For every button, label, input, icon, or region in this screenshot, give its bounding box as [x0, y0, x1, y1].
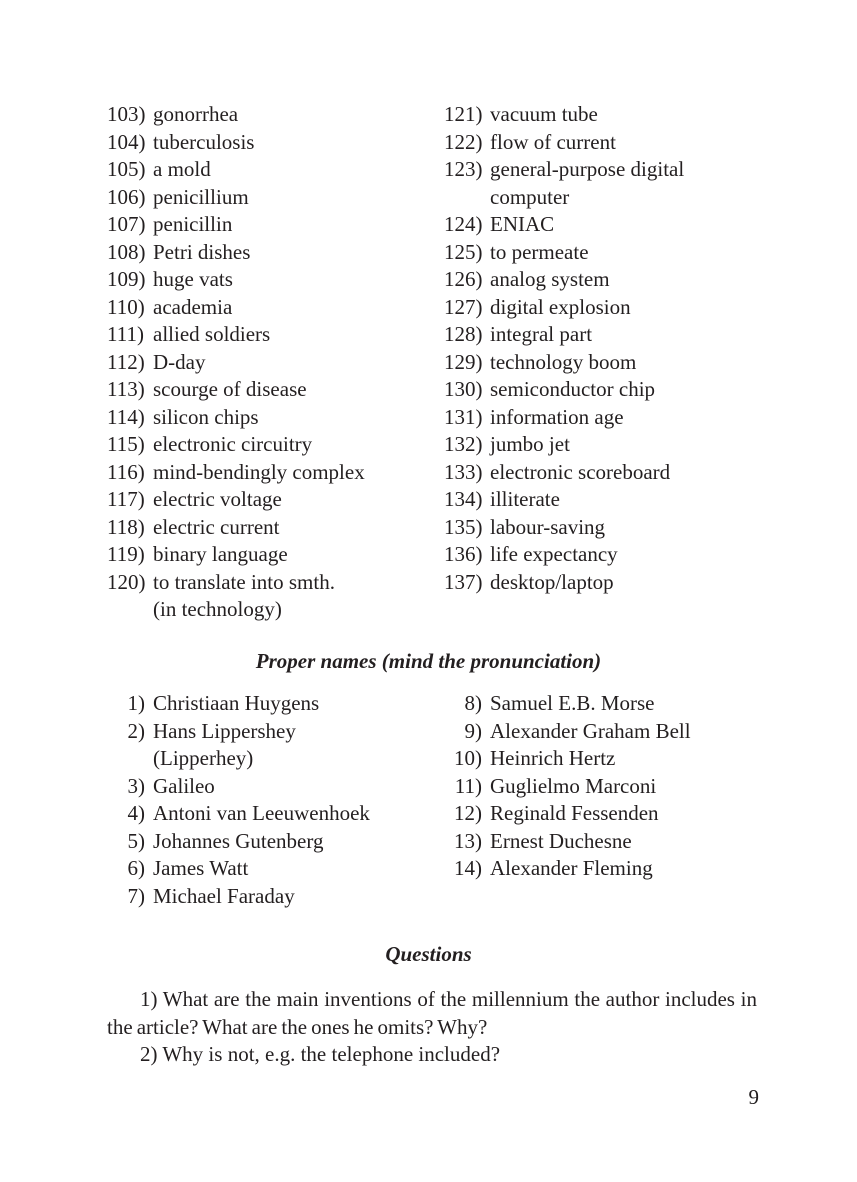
- vocab-term: electronic scoreboard: [490, 459, 671, 484]
- proper-name-number: 14): [454, 856, 482, 880]
- vocab-number: 123): [444, 157, 483, 181]
- vocab-term: allied soldiers: [153, 322, 271, 346]
- vocab-term: technology boom: [490, 349, 637, 374]
- proper-name-number: 9): [464, 718, 482, 743]
- proper-names-heading: Proper names (mind the pronunciation): [255, 649, 602, 673]
- proper-names-list-right: [444, 690, 764, 883]
- vocab-number: 122): [444, 129, 483, 154]
- vocab-item: [444, 486, 764, 514]
- vocab-term: tuberculosis: [153, 129, 255, 154]
- vocab-item: [107, 349, 437, 377]
- proper-name-item: [444, 745, 764, 773]
- vocab-number: 128): [444, 322, 483, 346]
- vocab-number: 130): [444, 377, 483, 401]
- vocab-term: penicillin: [153, 212, 233, 236]
- vocab-term: electronic circuitry: [153, 432, 313, 456]
- vocab-number: 131): [444, 404, 483, 429]
- vocab-number: 120): [107, 569, 146, 594]
- vocab-term: ENIAC: [490, 212, 555, 236]
- vocab-number: 133): [444, 459, 483, 484]
- proper-name-item: [107, 773, 427, 801]
- vocab-term: scourge of disease: [153, 377, 307, 401]
- vocab-item: [107, 376, 437, 404]
- proper-name: Samuel E.B. Morse: [490, 691, 655, 715]
- questions-list: [107, 986, 757, 1069]
- vocab-number: 108): [107, 239, 146, 264]
- vocab-term: jumbo jet: [490, 432, 570, 456]
- proper-name-item: [107, 883, 427, 911]
- vocab-number: 129): [444, 349, 483, 374]
- proper-name-item: [444, 855, 764, 883]
- proper-name-number: 1): [127, 691, 145, 715]
- vocab-item: [107, 294, 437, 322]
- proper-name-item: [444, 800, 764, 828]
- proper-name: Hans Lippershey (Lipperhey): [153, 718, 296, 770]
- proper-name-item: [444, 828, 764, 856]
- vocab-term: flow of current: [490, 129, 616, 154]
- vocab-number: 119): [107, 542, 145, 566]
- vocab-number: 132): [444, 432, 483, 456]
- vocab-number: 104): [107, 129, 146, 154]
- vocab-term: general-purpose digital computer: [490, 157, 685, 209]
- proper-name-item: [107, 828, 427, 856]
- vocab-term: to permeate: [490, 239, 589, 264]
- vocab-number: 112): [107, 349, 145, 374]
- vocab-number: 136): [444, 542, 483, 566]
- proper-name: Michael Faraday: [153, 883, 295, 908]
- vocab-term: analog system: [490, 267, 610, 291]
- proper-name: Johannes Gutenberg: [153, 828, 324, 853]
- vocab-number: 127): [444, 294, 483, 319]
- vocab-term: semiconductor chip: [490, 377, 656, 401]
- vocab-number: 116): [107, 459, 145, 484]
- proper-name-number: 13): [454, 828, 482, 853]
- vocab-number: 114): [107, 404, 145, 429]
- vocab-term: silicon chips: [153, 404, 259, 429]
- vocab-item: [107, 459, 437, 487]
- vocab-item: [107, 486, 437, 514]
- proper-name-item: [444, 690, 764, 718]
- vocab-item: [444, 541, 764, 569]
- vocab-item: [444, 266, 764, 294]
- vocab-term: huge vats: [153, 267, 233, 291]
- vocab-item: [107, 129, 437, 157]
- proper-name-number: 10): [454, 746, 482, 770]
- vocab-item: [107, 541, 437, 569]
- vocab-item: [444, 376, 764, 404]
- question-item: 1) What are the main inventions of the millennium the author includes in the article? What are the ones he omits? Why?: [107, 987, 757, 1039]
- vocab-item: [107, 569, 437, 624]
- page-number: 9: [748, 1085, 759, 1109]
- vocab-term: to translate into smth. (in technology): [153, 569, 335, 621]
- proper-name: Galileo: [153, 773, 215, 798]
- vocab-number: 113): [107, 377, 145, 401]
- vocab-term: illiterate: [490, 487, 560, 511]
- vocab-item: [107, 321, 437, 349]
- vocab-item: [444, 211, 764, 239]
- vocab-number: 107): [107, 212, 146, 236]
- vocab-term: electric voltage: [153, 487, 282, 511]
- proper-name-number: 4): [127, 801, 145, 825]
- questions-heading: Questions: [385, 942, 472, 966]
- vocab-item: [107, 156, 437, 184]
- vocab-item: [444, 349, 764, 377]
- vocab-number: 109): [107, 267, 146, 291]
- vocab-term: academia: [153, 294, 233, 319]
- vocab-number: 111): [107, 322, 144, 346]
- proper-name-number: 12): [454, 801, 482, 825]
- vocab-term: desktop/laptop: [490, 569, 614, 594]
- vocab-item: [444, 129, 764, 157]
- proper-name-item: [444, 773, 764, 801]
- vocab-term: electric current: [153, 514, 280, 539]
- vocab-item: [444, 404, 764, 432]
- proper-name: Reginald Fessenden: [490, 801, 659, 825]
- proper-name-number: 8): [464, 691, 482, 715]
- proper-name: Ernest Duchesne: [490, 828, 632, 853]
- vocab-term: penicillium: [153, 184, 249, 209]
- proper-name-number: 3): [127, 773, 145, 798]
- vocab-number: 137): [444, 569, 483, 594]
- proper-name: Guglielmo Marconi: [490, 773, 657, 798]
- proper-name-item: [107, 718, 427, 773]
- vocab-item: [107, 404, 437, 432]
- vocab-number: 103): [107, 102, 146, 126]
- proper-name-number: 7): [127, 883, 145, 908]
- proper-names-list-left: [107, 690, 427, 910]
- proper-name: Alexander Graham Bell: [490, 718, 691, 743]
- vocab-term: labour-saving: [490, 514, 606, 539]
- vocab-term: Petri dishes: [153, 239, 251, 264]
- vocab-item: [444, 294, 764, 322]
- vocabulary-list-right: [444, 101, 764, 596]
- vocab-number: 105): [107, 157, 146, 181]
- vocab-number: 135): [444, 514, 483, 539]
- vocab-item: [107, 431, 437, 459]
- vocab-item: [107, 211, 437, 239]
- vocab-item: [107, 266, 437, 294]
- vocab-number: 117): [107, 487, 145, 511]
- vocab-item: [444, 514, 764, 542]
- proper-name-item: [107, 855, 427, 883]
- proper-name-item: [107, 690, 427, 718]
- vocabulary-list-left: [107, 101, 437, 624]
- vocab-term: a mold: [153, 157, 211, 181]
- vocab-number: 110): [107, 294, 145, 319]
- vocab-term: life expectancy: [490, 542, 618, 566]
- vocab-item: [107, 101, 437, 129]
- vocab-number: 121): [444, 102, 483, 126]
- vocab-item: [444, 156, 764, 211]
- vocab-item: [107, 514, 437, 542]
- vocab-term: digital explosion: [490, 294, 631, 319]
- vocab-number: 124): [444, 212, 483, 236]
- proper-name-number: 11): [454, 773, 482, 798]
- proper-name-item: [107, 800, 427, 828]
- vocab-number: 115): [107, 432, 145, 456]
- vocab-item: [444, 459, 764, 487]
- vocab-item: [444, 239, 764, 267]
- proper-name-number: 2): [127, 718, 145, 743]
- proper-name-number: 6): [127, 856, 145, 880]
- vocab-item: [107, 239, 437, 267]
- vocab-term: information age: [490, 404, 624, 429]
- vocab-term: mind-bendingly complex: [153, 459, 365, 484]
- vocab-term: D-day: [153, 349, 206, 374]
- vocab-item: [444, 101, 764, 129]
- proper-name-item: [444, 718, 764, 746]
- vocab-item: [444, 431, 764, 459]
- vocab-number: 125): [444, 239, 483, 264]
- proper-name: Alexander Fleming: [490, 856, 653, 880]
- question-item: 2) Why is not, e.g. the telephone included?: [140, 1042, 501, 1066]
- proper-name: Heinrich Hertz: [490, 746, 616, 770]
- proper-name: Christiaan Huygens: [153, 691, 320, 715]
- vocab-term: vacuum tube: [490, 102, 598, 126]
- vocab-number: 126): [444, 267, 483, 291]
- vocab-number: 134): [444, 487, 483, 511]
- vocab-term: binary language: [153, 542, 288, 566]
- proper-name: James Watt: [153, 856, 249, 880]
- vocab-number: 118): [107, 514, 145, 539]
- proper-name: Antoni van Leeuwenhoek: [153, 801, 370, 825]
- vocab-term: gonorrhea: [153, 102, 239, 126]
- vocab-item: [444, 321, 764, 349]
- vocab-item: [107, 184, 437, 212]
- vocab-item: [444, 569, 764, 597]
- vocab-term: integral part: [490, 322, 593, 346]
- vocab-number: 106): [107, 184, 146, 209]
- proper-name-number: 5): [127, 828, 145, 853]
